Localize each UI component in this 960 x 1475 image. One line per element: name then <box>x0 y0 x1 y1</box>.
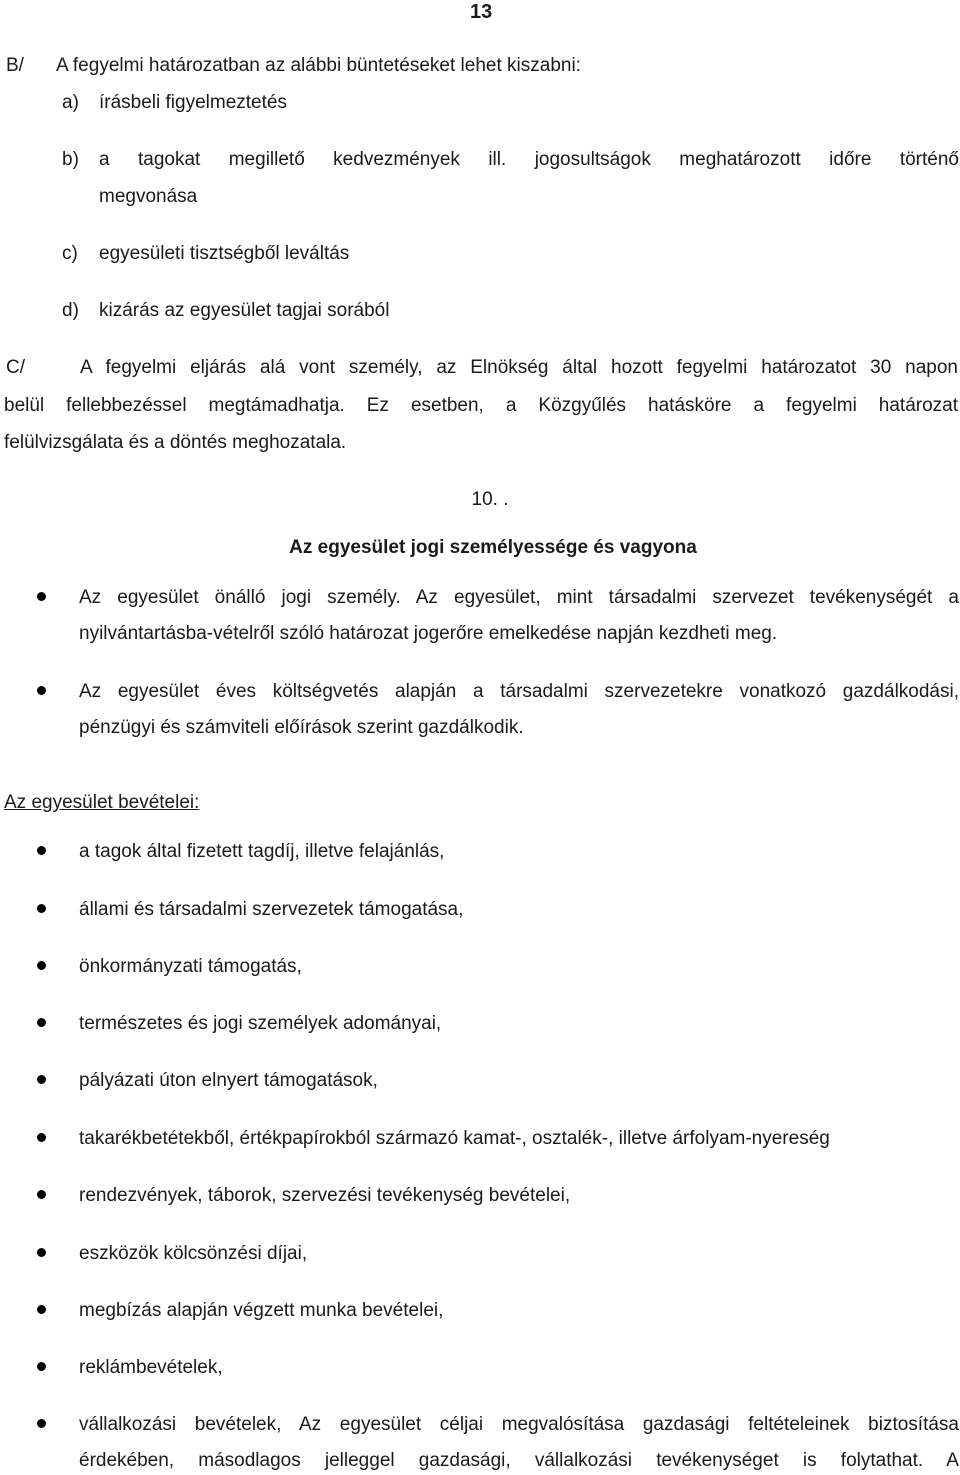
bullet-icon <box>37 1362 46 1371</box>
article-title: Az egyesület jogi személyessége és vagyona <box>289 537 697 558</box>
list-item-c: egyesületi tisztségből leváltás <box>99 243 350 264</box>
bullet-icon <box>37 1305 46 1314</box>
income-item-last-line1: vállalkozási bevételek, Az egyesület céljai megvalósítása gazdasági feltételeinek biztosítása <box>79 1415 959 1435</box>
income-item: megbízás alapján végzett munka bevételei, <box>79 1300 444 1321</box>
income-item-last-line2: érdekében, másodlagos jelleggel gazdasági, vállalkozási tevékenységet is folytathat. A <box>79 1451 959 1471</box>
income-item: természetes és jogi személyek adományai, <box>79 1013 442 1034</box>
section-c-line3: felülvizsgálata és a döntés meghozatala. <box>4 432 347 453</box>
income-item: takarékbetétekből, értékpapírokból származó kamat-, osztalék-, illetve árfolyam-nyereség <box>79 1128 830 1149</box>
bullet-icon <box>37 1018 46 1027</box>
section-b-intro: A fegyelmi határozatban az alábbi büntetéseket lehet kiszabni: <box>56 55 581 76</box>
income-item: a tagok által fizetett tagdíj, illetve felajánlás, <box>79 841 445 862</box>
page-number: 13 <box>470 1 493 23</box>
section-c-label: C/ <box>6 357 25 378</box>
bullet-icon <box>37 904 46 913</box>
legal-bullet-2-line1: Az egyesület éves költségvetés alapján a társadalmi szervezetekre vonatkozó gazdálkodási, <box>79 682 959 702</box>
bullet-icon <box>37 1248 46 1257</box>
bullet-icon <box>37 1075 46 1084</box>
income-item: önkormányzati támogatás, <box>79 956 302 977</box>
section-c-line1: A fegyelmi eljárás alá vont személy, az Elnökség által hozott fegyelmi határozatot 30 napon <box>80 358 958 378</box>
list-item-a: írásbeli figyelmeztetés <box>99 92 287 113</box>
legal-bullet-2-line2: pénzügyi és számviteli előírások szerint gazdálkodik. <box>79 717 524 738</box>
bullet-icon <box>37 846 46 855</box>
bullet-icon <box>37 686 46 695</box>
article-number: 10. . <box>471 489 509 510</box>
income-item: rendezvények, táborok, szervezési tevékenység bevételei, <box>79 1185 571 1206</box>
list-marker-b: b) <box>62 149 79 170</box>
bullet-icon <box>37 1419 46 1428</box>
income-item: állami és társadalmi szervezetek támogatása, <box>79 899 464 920</box>
income-item: pályázati úton elnyert támogatások, <box>79 1070 378 1091</box>
list-marker-d: d) <box>62 300 79 321</box>
bullet-icon <box>37 1133 46 1142</box>
legal-bullet-1-line2: nyilvántartásba-vételről szóló határozat jogerőre emelkedése napján kezdheti meg. <box>79 623 778 644</box>
bullet-icon <box>37 961 46 970</box>
income-item: reklámbevételek, <box>79 1357 223 1378</box>
list-item-b-line1: a tagokat megillető kedvezmények ill. jogosultságok meghatározott időre történő <box>99 150 959 170</box>
bullet-icon <box>37 1190 46 1199</box>
bullet-icon <box>37 592 46 601</box>
list-item-b-line2: megvonása <box>99 186 198 207</box>
list-marker-c: c) <box>62 243 78 264</box>
list-item-d: kizárás az egyesület tagjai sorából <box>99 300 390 321</box>
section-b-label: B/ <box>6 55 24 76</box>
legal-bullet-1-line1: Az egyesület önálló jogi személy. Az egyesület, mint társadalmi szervezet tevékenységét a <box>79 588 959 608</box>
income-item: eszközök kölcsönzési díjai, <box>79 1243 308 1264</box>
income-heading: Az egyesület bevételei: <box>4 792 200 813</box>
section-c-line2: belül fellebbezéssel megtámadhatja. Ez esetben, a Közgyűlés hatásköre a fegyelmi határozat <box>4 396 958 416</box>
list-marker-a: a) <box>62 92 79 113</box>
